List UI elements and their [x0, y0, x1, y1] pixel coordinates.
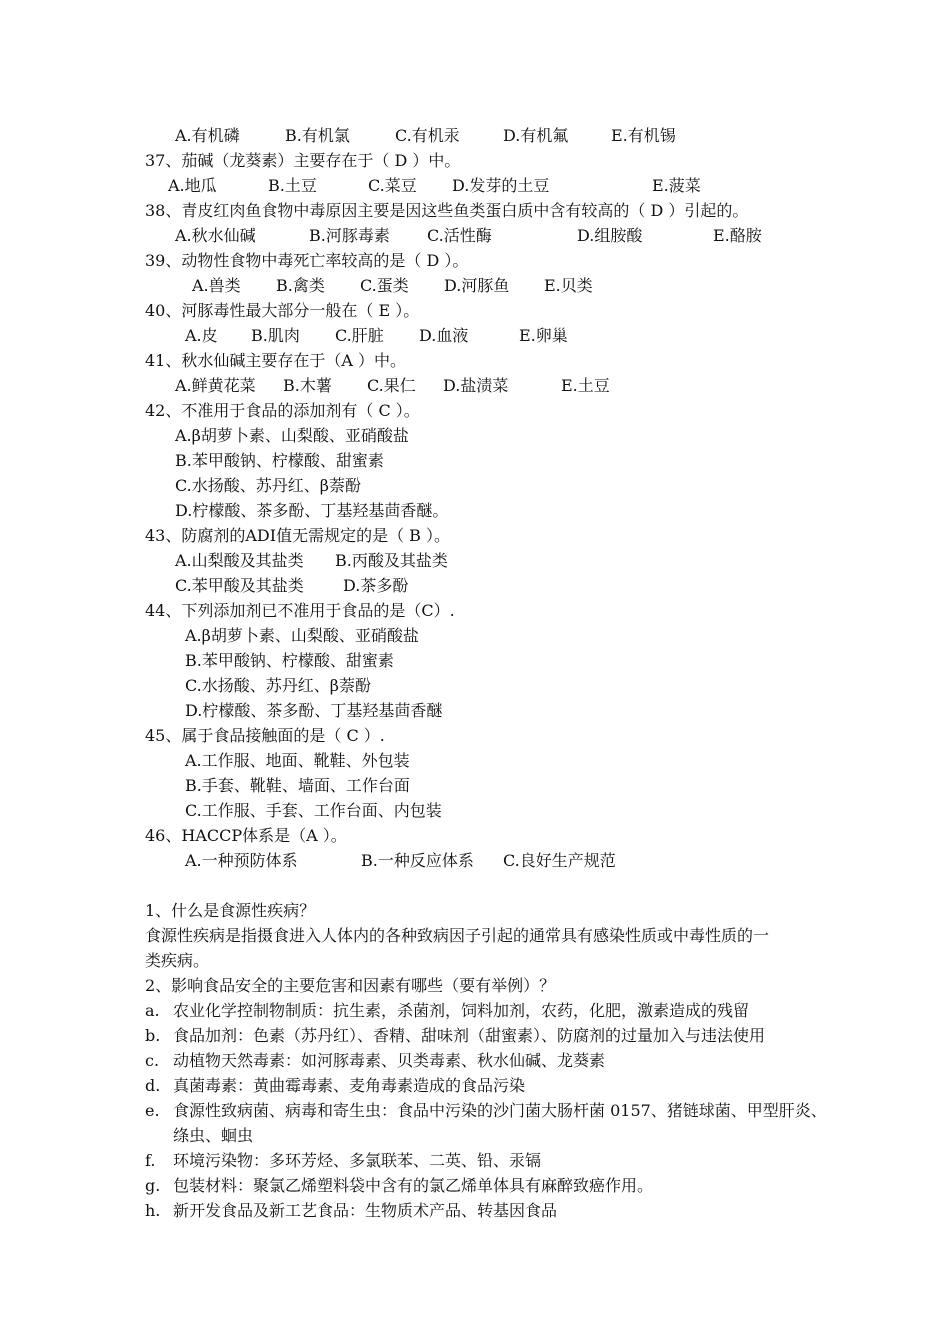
option: C.有机汞: [395, 126, 460, 145]
list-key: h.: [145, 1201, 161, 1220]
option: A.山梨酸及其盐类: [175, 551, 304, 570]
option: C.菜豆: [368, 176, 417, 195]
question-text: 44、下列添加剂已不准用于食品的是（C）.: [145, 601, 455, 620]
question-text: 41、秋水仙碱主要存在于（A ）中。: [145, 351, 407, 370]
options-row: [192, 276, 593, 296]
question-text: 45、属于食品接触面的是（ C ）.: [145, 726, 385, 745]
list-text: 环境污染物：多环芳烃、多氯联苯、二英、铅、汞镉: [173, 1151, 542, 1170]
list-key: b.: [145, 1026, 161, 1045]
list-key: e.: [145, 1101, 160, 1120]
list-text: 动植物天然毒素：如河豚毒素、贝类毒素、秋水仙碱、龙葵素: [173, 1051, 606, 1070]
list-item-continuation: 绦虫、蛔虫: [173, 1126, 254, 1145]
list-key: f.: [145, 1151, 156, 1170]
option-line: B.苯甲酸钠、柠檬酸、甜蜜素: [175, 451, 384, 470]
option: B.河豚毒素: [309, 226, 390, 245]
option: D.盐渍菜: [443, 376, 509, 395]
options-row: [175, 376, 610, 396]
list-item: [145, 1051, 605, 1071]
option: D.血液: [419, 326, 469, 345]
options-row: [185, 851, 616, 871]
option: B.有机氯: [285, 126, 350, 145]
option: C.肝脏: [335, 326, 384, 345]
list-text: 真菌毒素：黄曲霉毒素、麦角毒素造成的食品污染: [173, 1076, 526, 1095]
list-text: 食品加剂：色素（苏丹红）、香精、甜味剂（甜蜜素）、防腐剂的过量加入与违法使用: [173, 1026, 766, 1045]
question-text: 37、茄碱（龙葵素）主要存在于（ D ）中。: [145, 151, 461, 170]
option: C.苯甲酸及其盐类: [175, 576, 304, 595]
short-question: 1、什么是食源性疾病？: [145, 901, 316, 920]
list-item: [145, 1176, 653, 1196]
question-text: 46、HACCP体系是（A ）。: [145, 826, 347, 845]
question-text: 39、动物性食物中毒死亡率较高的是（ D ）。: [145, 251, 469, 270]
short-answer: 类疾病。: [145, 951, 210, 970]
list-text: 新开发食品及新工艺食品：生物质术产品、转基因食品: [173, 1201, 558, 1220]
option: B.土豆: [268, 176, 317, 195]
options-row: [168, 176, 701, 196]
option: E.卵巢: [519, 326, 568, 345]
option: A.兽类: [192, 276, 241, 295]
option: D.组胺酸: [577, 226, 643, 245]
option: A.有机磷: [175, 126, 240, 145]
option: D.有机氟: [503, 126, 569, 145]
options-row: [175, 576, 408, 596]
list-key: c.: [145, 1051, 160, 1070]
option-line: C.水扬酸、苏丹红、β萘酚: [185, 676, 372, 695]
list-item: [145, 1101, 827, 1121]
options-row: [175, 551, 448, 571]
list-text: 包装材料：聚氯乙烯塑料袋中含有的氯乙烯单体具有麻醉致癌作用。: [173, 1176, 654, 1195]
option: B.肌肉: [251, 326, 300, 345]
option: E.菠菜: [652, 176, 701, 195]
option-line: A.β胡萝卜素、山梨酸、亚硝酸盐: [185, 626, 419, 645]
option: A.一种预防体系: [185, 851, 298, 870]
option-line: B.苯甲酸钠、柠檬酸、甜蜜素: [185, 651, 394, 670]
list-item: [145, 1201, 557, 1221]
option: E.贝类: [544, 276, 593, 295]
list-item: [145, 1026, 765, 1046]
options-row: [175, 126, 676, 146]
option: B.丙酸及其盐类: [335, 551, 448, 570]
option: B.一种反应体系: [361, 851, 474, 870]
options-row: [185, 326, 568, 346]
option-line: D.柠檬酸、茶多酚、丁基羟基茴香醚: [185, 701, 443, 720]
option-line: C.水扬酸、苏丹红、β萘酚: [175, 476, 362, 495]
question-text: 42、不准用于食品的添加剂有（ C ）。: [145, 401, 420, 420]
list-text: 食源性致病菌、病毒和寄生虫：食品中污染的沙门菌大肠杆菌 0157、猪链球菌、甲型肝炎、: [173, 1101, 827, 1120]
option-line: D.柠檬酸、茶多酚、丁基羟基茴香醚。: [175, 501, 449, 520]
list-key: g.: [145, 1176, 161, 1195]
option: A.皮: [185, 326, 218, 345]
option: D.河豚鱼: [444, 276, 510, 295]
option: E.有机锡: [611, 126, 676, 145]
option-line: A.β胡萝卜素、山梨酸、亚硝酸盐: [175, 426, 409, 445]
list-key: a.: [145, 1001, 160, 1020]
short-answer: 食源性疾病是指摄食进入人体内的各种致病因子引起的通常具有感染性质或中毒性质的一: [145, 926, 770, 945]
option: A.地瓜: [168, 176, 217, 195]
options-row: [175, 226, 762, 246]
option: E.土豆: [561, 376, 610, 395]
option-line: B.手套、靴鞋、墙面、工作台面: [185, 776, 410, 795]
option: E.酪胺: [713, 226, 762, 245]
question-text: 38、青皮红肉鱼食物中毒原因主要是因这些鱼类蛋白质中含有较高的（ D ）引起的。: [145, 201, 749, 220]
list-item: [145, 1151, 541, 1171]
question-text: 43、防腐剂的ADI值无需规定的是（ B ）。: [145, 526, 450, 545]
list-item: [145, 1076, 525, 1096]
option: C.良好生产规范: [503, 851, 616, 870]
option: C.蛋类: [360, 276, 409, 295]
option: C.活性酶: [427, 226, 492, 245]
option: D.发芽的土豆: [452, 176, 550, 195]
option-line: A.工作服、地面、靴鞋、外包装: [185, 751, 410, 770]
list-key: d.: [145, 1076, 161, 1095]
option: A.鲜黄花菜: [175, 376, 256, 395]
short-question: 2、影响食品安全的主要危害和因素有哪些（要有举例）？: [145, 976, 556, 995]
list-text: 农业化学控制物制质：抗生素，杀菌剂，饲料加剂，农药，化肥，激素造成的残留: [173, 1001, 750, 1020]
list-item: [145, 1001, 749, 1021]
option: B.木薯: [283, 376, 332, 395]
option: D.茶多酚: [343, 576, 409, 595]
option: B.禽类: [276, 276, 325, 295]
question-text: 40、河豚毒性最大部分一般在（ E ）。: [145, 301, 420, 320]
option: C.果仁: [367, 376, 416, 395]
option-line: C.工作服、手套、工作台面、内包装: [185, 801, 442, 820]
option: A.秋水仙碱: [175, 226, 256, 245]
